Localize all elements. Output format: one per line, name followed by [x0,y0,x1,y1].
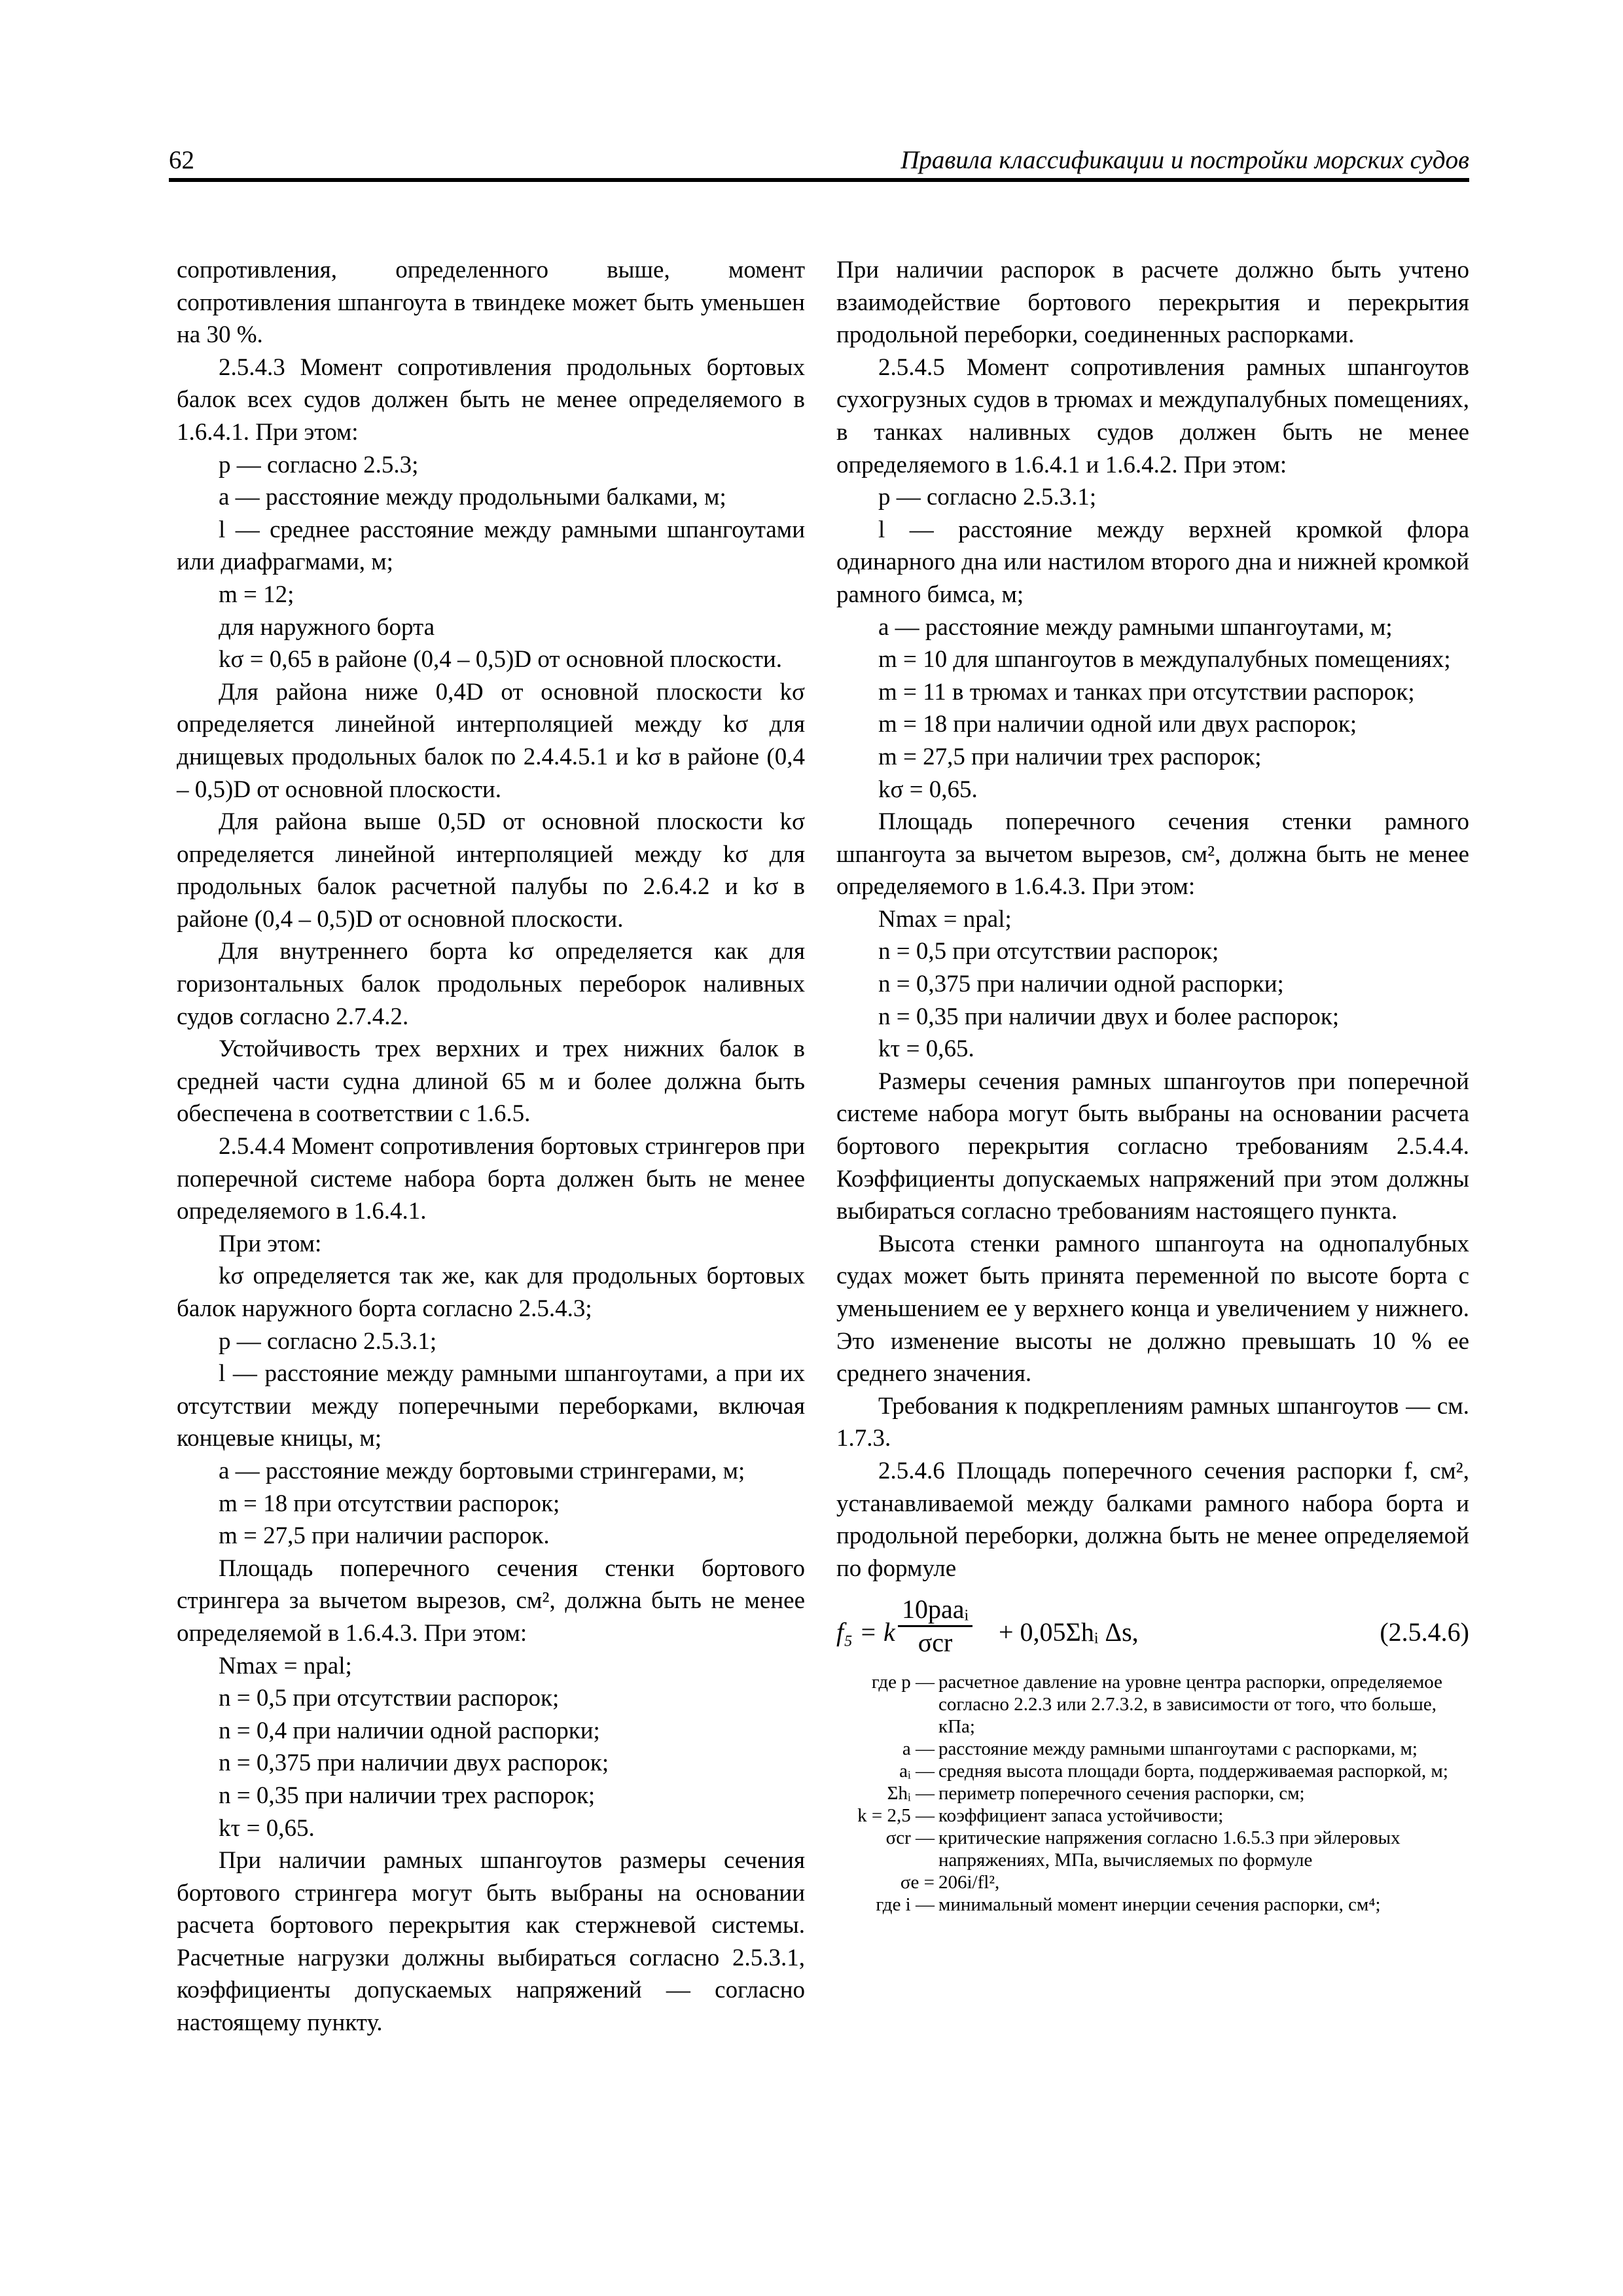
definition-n: n = 0,35 при наличии двух и более распорок; [878,1003,1340,1030]
definition-a: a — расстояние между бортовыми стрингерами, м; [219,1457,745,1484]
paragraph-inner-side: Для внутреннего борта kσ определяется как для горизонтальных балок продольных переборок наливных судов согласно 2.7.4.2. [177,938,805,1030]
legend-item: Σhᵢ — периметр поперечного сечения распорки, см; [887,1783,1305,1804]
formula-numerator: 10paaᵢ [898,1594,972,1627]
legend-item: σe = 206i/fl², [900,1872,1000,1893]
paragraph-below: Для района ниже 0,4D от основной плоскости kσ определяется линейной интерполяцией между kσ для днищевых продольных балок по 2.4.4.5.1 и kσ в районе (0,4 – 0,5)D от основной плоскости. [177,678,805,803]
paragraph-dimensions: Размеры сечения рамных шпангоутов при поперечной системе набора могут быть выбраны на основании расчета бортового перекрытия согласно требованиям 2.5.4.4. Коэффициенты допускаемых напряжений при этом должны выбираться согласно требованиям настоящего пункта. [836,1067,1469,1225]
definition-k-sigma: kσ = 0,65. [878,776,978,803]
legend-item: где i — минимальный момент инерции сечения распорки, см⁴; [876,1894,1381,1916]
legend-item: aᵢ — средняя высота площади борта, поддерживаемая распоркой, м; [899,1761,1448,1782]
formula-lhs: f₅ = k [836,1617,895,1647]
definition-p: p — согласно 2.5.3.1; [219,1327,437,1355]
section-2-5-4-3: 2.5.4.3 Момент сопротивления продольных бортовых балок всех судов должен быть не менее определяемого в 1.6.4.1. При этом: [177,353,805,446]
section-2-5-4-5: 2.5.4.5 Момент сопротивления рамных шпангоутов сухогрузных судов в трюмах и междупалубных помещениях, в танках наливных судов должен быть не менее определяемого в 1.6.4.1 и 1.6.4.2. При этом: [836,353,1469,478]
definition-nmax: Nmax = npal; [219,1652,352,1679]
paragraph-web-height: Высота стенки рамного шпангоута на однопалубных судах может быть принята переменной по высоте борта с уменьшением ее у верхнего конца и увеличением у нижнего. Это изменение высоты не должно превышать 10 % ее среднего значения. [836,1230,1469,1388]
paragraph-frames: При наличии рамных шпангоутов размеры сечения бортового стрингера могут быть выбраны на основании расчета бортового перекрытия как стержневой системы. Расчетные нагрузки должны выбираться согласно 2.5.3.1, коэффициенты допускаемых напряжений — согласно настоящему пункту. [177,1847,805,2037]
definition-p: p — согласно 2.5.3; [219,451,419,478]
definition-l: l — расстояние между рамными шпангоутами, а при их отсутствии между поперечными переборками, включая концевые кницы, м; [177,1360,805,1452]
header-rule [169,178,1469,182]
definition-m275: m = 27,5 при наличии трех распорок; [878,743,1262,770]
definition-m275: m = 27,5 при наличии распорок. [219,1522,550,1550]
definition-l: l — расстояние между верхней кромкой флора одинарного дна или настилом второго дна и нижней кромкой рамного бимса, м; [836,516,1469,608]
definition-a: a — расстояние между продольными балками, м; [219,484,726,511]
formula-number: (2.5.4.6) [1380,1617,1469,1647]
formula-denominator: σcr [918,1628,953,1658]
definition-m18: m = 18 при отсутствии распорок; [219,1490,560,1517]
legend-item: σcr — критические напряжения согласно 1.6.5.3 при эйлеровых напряжениях, МПа, вычисляемых по формуле [885,1827,1400,1871]
definition-n: n = 0,375 при наличии одной распорки; [878,971,1284,998]
legend-item: k = 2,5 — коэффициент запаса устойчивости; [857,1805,1224,1827]
paragraph-stiffening: Требования к подкреплениям рамных шпангоутов — см. 1.7.3. [836,1392,1469,1452]
running-header-title: Правила классификации и постройки морских судов [901,146,1469,174]
formula-legend [836,1671,1469,1916]
definition-k-sigma: kσ определяется так же, как для продольных бортовых балок наружного борта согласно 2.5.4.3; [177,1263,805,1322]
definition-n: n = 0,5 при отсутствии распорок; [219,1685,560,1712]
legend-item: где p — расчетное давление на уровне центра распорки, определяемое согласно 2.2.3 или 2.7.3.2, в зависимости от того, что больше, кПа; [871,1672,1443,1738]
definition-m10: m = 10 для шпангоутов в междупалубных помещениях; [878,646,1451,673]
definition-outer-side: для наружного борта [219,613,435,641]
definition-k-sigma: kσ = 0,65 в районе (0,4 – 0,5)D от основной плоскости. [219,646,783,673]
definition-l: l — среднее расстояние между рамными шпангоутами или диафрагмами, м; [177,516,805,576]
paragraph-area: Площадь поперечного сечения стенки бортового стрингера за вычетом вырезов, см², должна быть не менее определяемой в 1.6.4.3. При этом: [177,1554,805,1647]
formula-fraction [898,1594,972,1659]
definition-k-tau: kτ = 0,65. [878,1035,974,1063]
definition-m11: m = 11 в трюмах и танках при отсутствии распорок; [878,678,1415,706]
left-column [177,254,805,2039]
definition-k-tau: kτ = 0,65. [219,1814,315,1842]
definition-n: n = 0,5 при отсутствии распорок; [878,938,1219,965]
formula-2-5-4-6 [836,1592,1469,1668]
right-column [836,254,1469,1916]
legend-item: a — расстояние между рамными шпангоутами с распорками, м; [902,1738,1418,1760]
definition-m: m = 12; [219,581,294,608]
definition-m18: m = 18 при наличии одной или двух распорок; [878,711,1357,738]
paragraph: При наличии распорок в расчете должно быть учтено взаимодействие бортового перекрытия и перекрытия продольной переборки, соединенных распорками. [836,257,1469,349]
page-number: 62 [169,146,194,174]
formula-rest: + 0,05Σhᵢ Δs, [999,1617,1139,1647]
pri-etom: При этом: [219,1230,322,1257]
section-2-5-4-4: 2.5.4.4 Момент сопротивления бортовых стрингеров при поперечной системе набора борта должен быть не менее определяемого в 1.6.4.1. [177,1133,805,1225]
definition-a: a — расстояние между рамными шпангоутами, м; [878,613,1393,641]
paragraph-above: Для района выше 0,5D от основной плоскости kσ определяется линейной интерполяцией между kσ для продольных балок расчетной палубы по 2.6.4.2 и kσ в районе (0,4 – 0,5)D от основной плоскости. [177,808,805,933]
paragraph-area: Площадь поперечного сечения стенки рамного шпангоута за вычетом вырезов, см², должна быть не менее определяемого в 1.6.4.3. При этом: [836,808,1469,901]
paragraph-stability: Устойчивость трех верхних и трех нижних балок в средней части судна длиной 65 м и более должна быть обеспечена в соответствии с 1.6.5. [177,1035,805,1128]
definition-nmax: Nmax = npal; [878,905,1012,933]
definition-n: n = 0,4 при наличии одной распорки; [219,1717,600,1744]
section-2-5-4-6: 2.5.4.6 Площадь поперечного сечения распорки f, см², устанавливаемой между балками рамного набора борта и продольной переборки, должна быть не менее определяемой по формуле [836,1457,1469,1582]
definition-n: n = 0,375 при наличии двух распорок; [219,1749,609,1777]
definition-n: n = 0,35 при наличии трех распорок; [219,1782,596,1809]
definition-p: p — согласно 2.5.3.1; [878,484,1097,511]
paragraph: сопротивления, определенного выше, момент сопротивления шпангоута в твиндеке может быть уменьшен на 30 %. [177,257,805,349]
